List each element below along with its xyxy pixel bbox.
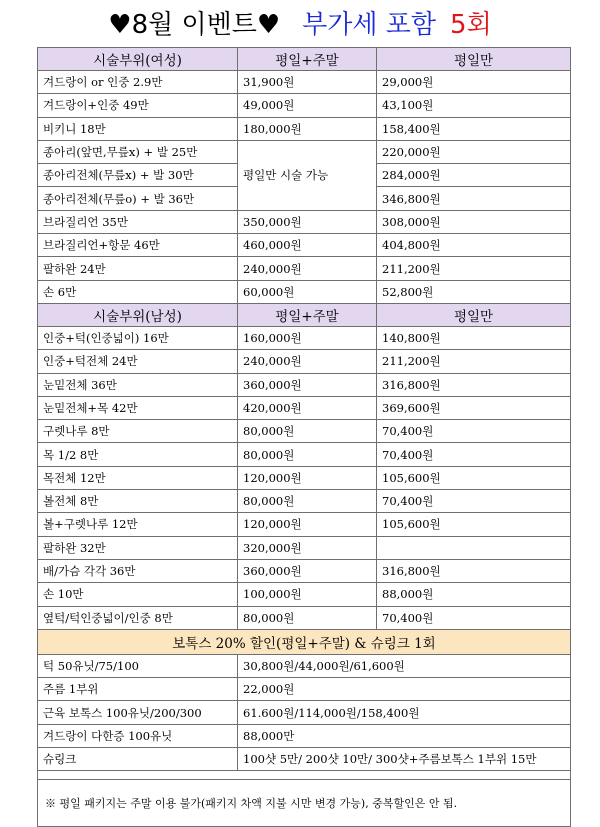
treatment-name: 비키니 18만 — [38, 117, 238, 140]
price-all — [238, 140, 377, 163]
price: 88,000만 — [238, 724, 571, 747]
table-row — [38, 234, 571, 257]
treatment-name: 종아리(앞면,무릎x) + 발 25만 — [38, 140, 238, 163]
title-event: ♥8월 이벤트♥ — [108, 9, 281, 40]
price-all: 80,000원 — [238, 490, 377, 513]
price-weekday: 158,400원 — [377, 117, 571, 140]
price-all: 100,000원 — [238, 583, 377, 606]
price: 61.600원/114,000원/158,400원 — [238, 701, 571, 724]
price-weekday: 140,800원 — [377, 326, 571, 349]
price-weekday: 220,000원 — [377, 140, 571, 163]
price-weekday: 105,600원 — [377, 513, 571, 536]
table-row — [38, 513, 571, 536]
table-row — [38, 420, 571, 443]
price-weekday: 316,800원 — [377, 373, 571, 396]
treatment-name: 볼전체 8만 — [38, 490, 238, 513]
price-all: 60,000원 — [238, 280, 377, 303]
footnote: ※ 평일 패키지는 주말 이용 불가(패키지 차액 지불 시만 변경 가능), 중복할인은 안 됨. — [38, 780, 571, 827]
price-weekday: 52,800원 — [377, 280, 571, 303]
price-all — [238, 187, 377, 210]
price-weekday: 211,200원 — [377, 350, 571, 373]
table-row — [38, 701, 571, 724]
treatment-name: 종아리전체(무릎o) + 발 36만 — [38, 187, 238, 210]
table-row — [38, 280, 571, 303]
table-row — [38, 724, 571, 747]
price-all: 80,000원 — [238, 420, 377, 443]
treatment-name: 눈밑전체 36만 — [38, 373, 238, 396]
treatment-name: 인중+턱전체 24만 — [38, 350, 238, 373]
price-weekday: 105,600원 — [377, 466, 571, 489]
price: 30,800원/44,000원/61,600원 — [238, 654, 571, 677]
price-table — [37, 47, 571, 827]
price-weekday: 284,000원 — [377, 164, 571, 187]
table-row — [38, 210, 571, 233]
female-col-all: 평일+주말 — [238, 48, 377, 71]
price-weekday: 70,400원 — [377, 606, 571, 629]
treatment-name: 종아리전체(무릎x) + 발 30만 — [38, 164, 238, 187]
price-weekday: 308,000원 — [377, 210, 571, 233]
title-vat-included: 부가세 포함 — [302, 9, 437, 40]
male-col-weekday: 평일만 — [377, 303, 571, 326]
treatment-name: 손 6만 — [38, 280, 238, 303]
treatment-name: 슈링크 — [38, 748, 238, 771]
treatment-name: 브라질리언+항문 46만 — [38, 234, 238, 257]
price-weekday: 211,200원 — [377, 257, 571, 280]
male-header-row — [38, 303, 571, 326]
treatment-name: 구렛나루 8만 — [38, 420, 238, 443]
price: 100샷 5만/ 200샷 10만/ 300샷+주름보톡스 1부위 15만 — [238, 748, 571, 771]
title-session-count: 5회 — [450, 9, 492, 40]
price-all: 320,000원 — [238, 536, 377, 559]
female-col-area: 시술부위(여성) — [38, 48, 238, 71]
price-all: 350,000원 — [238, 210, 377, 233]
table-row — [38, 606, 571, 629]
botox-header-row — [38, 629, 571, 654]
treatment-name: 팔하완 32만 — [38, 536, 238, 559]
price-weekday: 70,400원 — [377, 443, 571, 466]
table-row — [38, 396, 571, 419]
price-all: 80,000원 — [238, 606, 377, 629]
price-all: 160,000원 — [238, 326, 377, 349]
table-row — [38, 654, 571, 677]
spacer-cell — [38, 771, 571, 780]
treatment-name: 손 10만 — [38, 583, 238, 606]
botox-header: 보톡스 20% 할인(평일+주말) & 슈링크 1회 — [38, 629, 571, 654]
treatment-name: 브라질리언 35만 — [38, 210, 238, 233]
price-all: 120,000원 — [238, 513, 377, 536]
price-weekday: 316,800원 — [377, 559, 571, 582]
table-row — [38, 187, 571, 210]
table-row — [38, 373, 571, 396]
table-row — [38, 748, 571, 771]
page-title — [0, 0, 600, 44]
price-weekday: 70,400원 — [377, 490, 571, 513]
treatment-name: 목전체 12만 — [38, 466, 238, 489]
treatment-name: 목 1/2 8만 — [38, 443, 238, 466]
price-all: 240,000원 — [238, 350, 377, 373]
price-all: 120,000원 — [238, 466, 377, 489]
treatment-name: 인중+턱(인중넓이) 16만 — [38, 326, 238, 349]
price-all: 180,000원 — [238, 117, 377, 140]
female-header-row — [38, 48, 571, 71]
price-all: 360,000원 — [238, 373, 377, 396]
weekday-only-note: 평일만 시술 가능 — [238, 164, 377, 187]
price-weekday: 404,800원 — [377, 234, 571, 257]
price-all: 240,000원 — [238, 257, 377, 280]
price-weekday: 369,600원 — [377, 396, 571, 419]
price-weekday: 88,000원 — [377, 583, 571, 606]
treatment-name: 주름 1부위 — [38, 678, 238, 701]
table-row — [38, 583, 571, 606]
table-row — [38, 117, 571, 140]
treatment-name: 턱 50유닛/75/100 — [38, 654, 238, 677]
treatment-name: 눈밑전체+목 42만 — [38, 396, 238, 419]
treatment-name: 겨드랑이 or 인중 2.9만 — [38, 71, 238, 94]
table-row — [38, 490, 571, 513]
spacer-row — [38, 771, 571, 780]
price-all: 80,000원 — [238, 443, 377, 466]
price-weekday: 43,100원 — [377, 94, 571, 117]
table-row — [38, 94, 571, 117]
table-row — [38, 71, 571, 94]
price: 22,000원 — [238, 678, 571, 701]
treatment-name: 옆턱/턱인중넓이/인중 8만 — [38, 606, 238, 629]
price-all: 31,900원 — [238, 71, 377, 94]
table-row — [38, 536, 571, 559]
table-row — [38, 559, 571, 582]
price-all: 360,000원 — [238, 559, 377, 582]
price-weekday: 70,400원 — [377, 420, 571, 443]
treatment-name: 근육 보톡스 100유닛/200/300 — [38, 701, 238, 724]
price-all: 420,000원 — [238, 396, 377, 419]
table-row — [38, 443, 571, 466]
male-col-area: 시술부위(남성) — [38, 303, 238, 326]
price-all: 460,000원 — [238, 234, 377, 257]
table-row — [38, 326, 571, 349]
table-row — [38, 140, 571, 163]
table-row — [38, 466, 571, 489]
price-weekday: 346,800원 — [377, 187, 571, 210]
price-weekday: 29,000원 — [377, 71, 571, 94]
treatment-name: 볼+구렛나루 12만 — [38, 513, 238, 536]
table-row — [38, 678, 571, 701]
female-col-weekday: 평일만 — [377, 48, 571, 71]
table-row — [38, 257, 571, 280]
price-weekday — [377, 536, 571, 559]
table-row — [38, 350, 571, 373]
treatment-name: 배/가슴 각각 36만 — [38, 559, 238, 582]
treatment-name: 겨드랑이+인중 49만 — [38, 94, 238, 117]
treatment-name: 팔하완 24만 — [38, 257, 238, 280]
male-col-all: 평일+주말 — [238, 303, 377, 326]
treatment-name: 겨드랑이 다한증 100유닛 — [38, 724, 238, 747]
table-row — [38, 164, 571, 187]
footnote-row — [38, 780, 571, 827]
price-all: 49,000원 — [238, 94, 377, 117]
